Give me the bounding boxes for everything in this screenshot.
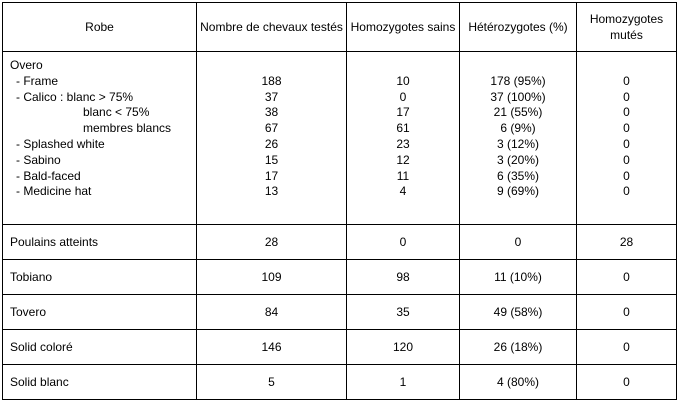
mutated-value: 0 <box>623 89 630 104</box>
header-hetero: Hétérozygotes (%) <box>460 3 577 52</box>
tested-value: 28 <box>197 225 347 260</box>
overo-labels-cell <box>3 52 197 225</box>
healthy-value: 4 <box>399 184 407 199</box>
header-row <box>3 3 677 52</box>
mutated-value: 0 <box>623 136 630 151</box>
hetero-value: 6 (35%) <box>496 168 540 183</box>
mutated-value: 0 <box>577 295 677 330</box>
hetero-value: 21 (55%) <box>493 105 543 120</box>
label-sabino: - Sabino <box>16 152 61 167</box>
hetero-value: 37 (100%) <box>490 89 546 104</box>
hetero-value: 3 (12%) <box>496 136 540 151</box>
coat-genetics-table <box>2 2 677 400</box>
mutated-value: 0 <box>577 365 677 400</box>
hetero-value: 6 (9%) <box>500 121 536 136</box>
row-label: Solid blanc <box>3 365 197 400</box>
healthy-value: 0 <box>347 225 460 260</box>
header-mutated: Homozygotes mutés <box>577 3 677 52</box>
mutated-value: 0 <box>623 73 630 88</box>
table-row <box>3 225 677 260</box>
tested-value: 146 <box>197 330 347 365</box>
mutated-value: 0 <box>577 260 677 295</box>
overo-hetero-cell <box>460 52 577 225</box>
table-row <box>3 330 677 365</box>
row-label: Tovero <box>3 295 197 330</box>
mutated-value: 0 <box>577 330 677 365</box>
hetero-value: 0 <box>460 225 577 260</box>
header-robe: Robe <box>3 3 197 52</box>
mutated-value: 0 <box>623 105 630 120</box>
hetero-value: 26 (18%) <box>460 330 577 365</box>
overo-group-row <box>3 52 677 225</box>
tested-value: 67 <box>264 121 279 136</box>
label-calico-white-legs: membres blancs <box>83 121 172 136</box>
healthy-value: 12 <box>396 152 410 167</box>
tested-value: 38 <box>264 105 279 120</box>
tested-value: 84 <box>197 295 347 330</box>
healthy-value: 98 <box>347 260 460 295</box>
label-splashed-white: - Splashed white <box>16 136 105 151</box>
overo-title: Overo <box>10 58 43 72</box>
tested-value: 5 <box>197 365 347 400</box>
mutated-value: 0 <box>623 152 630 167</box>
header-tested: Nombre de chevaux testés <box>197 3 347 52</box>
table-row <box>3 365 677 400</box>
healthy-value: 61 <box>396 121 410 136</box>
tested-value: 26 <box>264 136 279 151</box>
healthy-value: 23 <box>396 136 410 151</box>
tested-value: 13 <box>264 184 279 199</box>
overo-tested-cell <box>197 52 347 225</box>
row-label: Solid coloré <box>3 330 197 365</box>
tested-value: 188 <box>261 73 282 88</box>
overo-healthy-cell <box>347 52 460 225</box>
healthy-value: 17 <box>396 105 410 120</box>
row-label: Tobiano <box>3 260 197 295</box>
healthy-value: 10 <box>396 73 410 88</box>
hetero-value: 9 (69%) <box>496 184 540 199</box>
tested-value: 37 <box>264 89 279 104</box>
mutated-value: 0 <box>623 184 630 199</box>
healthy-value: 1 <box>347 365 460 400</box>
table-row <box>3 295 677 330</box>
tested-value: 15 <box>264 152 279 167</box>
hetero-value: 3 (20%) <box>496 152 540 167</box>
tested-value: 17 <box>264 168 279 183</box>
label-frame: - Frame <box>16 73 58 88</box>
header-healthy: Homozygotes sains <box>347 3 460 52</box>
row-label: Poulains atteints <box>3 225 197 260</box>
label-bald-faced: - Bald-faced <box>16 168 81 183</box>
healthy-value: 0 <box>399 89 407 104</box>
table-row <box>3 260 677 295</box>
overo-mutated-cell <box>577 52 677 225</box>
healthy-value: 120 <box>347 330 460 365</box>
healthy-value: 35 <box>347 295 460 330</box>
hetero-value: 49 (58%) <box>460 295 577 330</box>
hetero-value: 178 (95%) <box>490 73 546 88</box>
hetero-value: 4 (80%) <box>460 365 577 400</box>
label-calico-75-plus: - Calico : blanc > 75% <box>16 89 134 104</box>
label-calico-75-minus: blanc < 75% <box>83 105 150 120</box>
mutated-value: 28 <box>577 225 677 260</box>
mutated-value: 0 <box>623 121 630 136</box>
healthy-value: 11 <box>396 168 410 183</box>
mutated-value: 0 <box>623 168 630 183</box>
tested-value: 109 <box>197 260 347 295</box>
hetero-value: 11 (10%) <box>460 260 577 295</box>
label-medicine-hat: - Medicine hat <box>16 184 92 199</box>
